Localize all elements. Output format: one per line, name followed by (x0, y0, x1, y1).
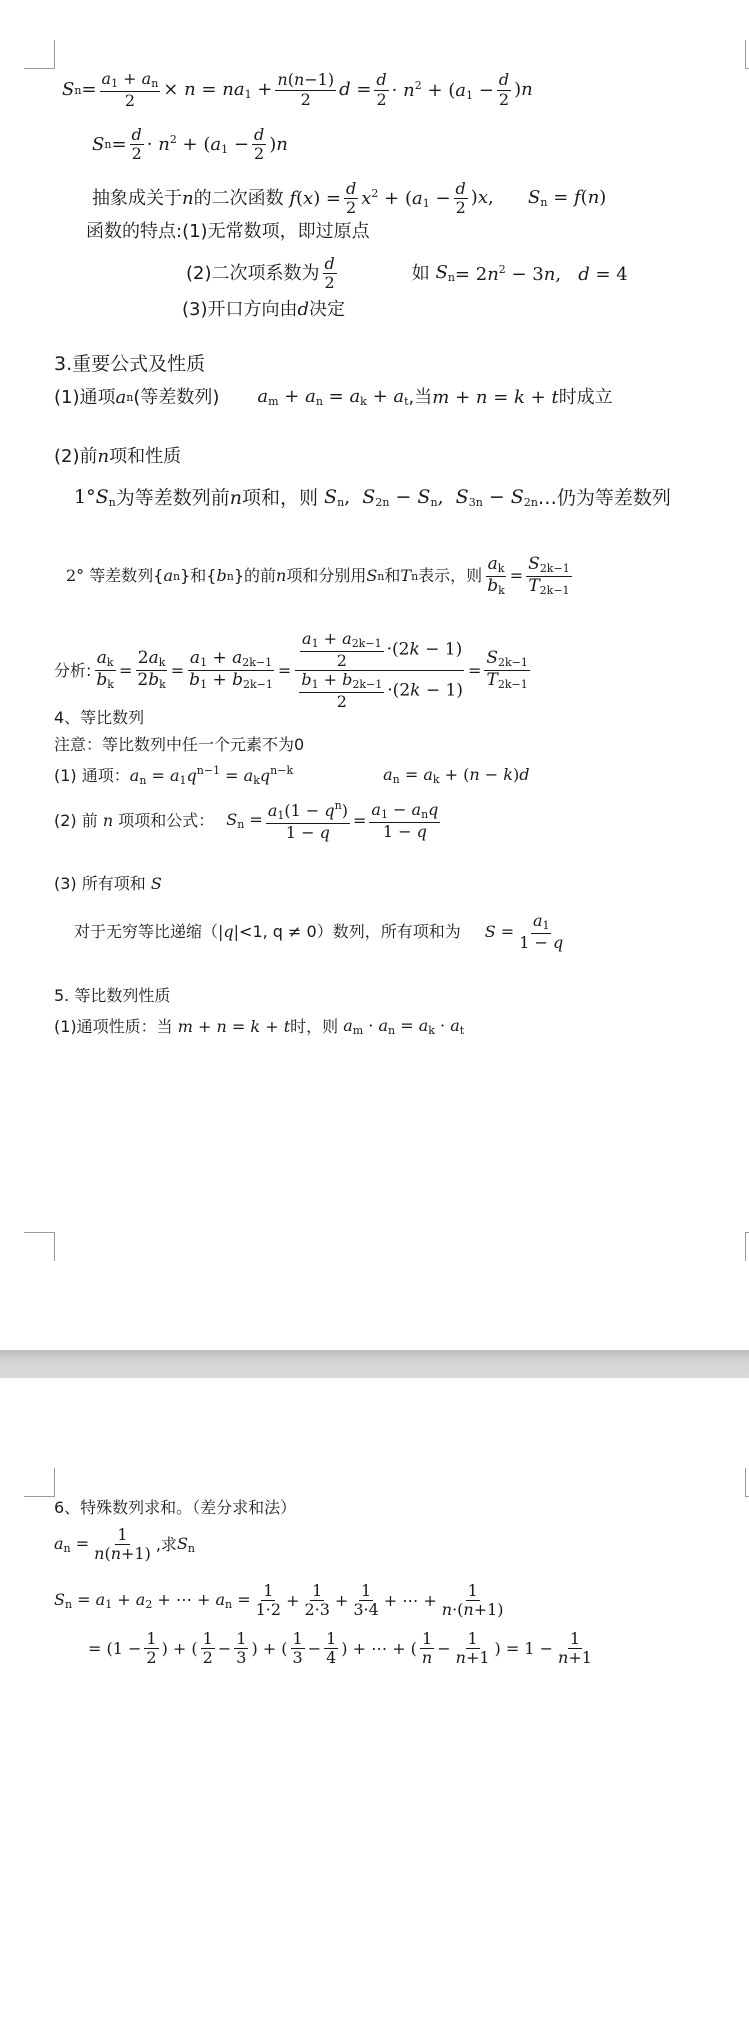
s4-note (54, 737, 304, 753)
s3-item1-cond: ,当 (408, 386, 433, 408)
s3-item2-heading-b: 项和性质 (109, 446, 182, 467)
features-line (86, 223, 370, 241)
p2-text-d: 项和分别用 (286, 566, 367, 586)
feature-2-label: (2)二次项系数为 (186, 262, 320, 284)
s6-sum-line1: $S_n = a_1 + a_2$ + ⋯ + $a_n$ = $\frac{1}{1\cdot 2}$ + $\frac{1}{2\cdot 3}$ + $\frac{1}{3\cdot 4}$ + ⋯ + $\frac{1}{n\cdot(n+1)}$ (54, 1581, 504, 1620)
s5-item1-b: 时，则 (290, 1017, 339, 1036)
s4-item3-text: 对于无穷等比递缩（ |q| <1, q ≠ 0）数列，所有项和为 S = $\frac{a_1}{1 - q}$ (74, 911, 564, 952)
section-5-heading (54, 988, 170, 1004)
features-label: 函数的特点: (86, 221, 183, 242)
s6-given-end: ,求 (155, 1534, 177, 1554)
section-4-heading (54, 710, 144, 726)
abstract-mid: 的二次函数 (193, 187, 284, 209)
formula-sn-quadratic: S n = $\frac{d}{2}$ · $n^2 + (a_1$ − $\frac{d}{2}$ )n (92, 125, 288, 164)
section-4-title: 4、等比数列 (54, 708, 145, 727)
analysis-label: 分析: (54, 660, 92, 680)
s4-item1-label: (1) 通项： (54, 765, 130, 785)
crop-mark (24, 40, 55, 69)
s4-item3-text-a: 对于无穷等比递缩（ (74, 922, 219, 942)
p2-text-c: }的前 (233, 566, 276, 586)
crop-mark (745, 1232, 749, 1261)
s4-item2-label-b: 项项和公式： (118, 811, 215, 831)
s4-item1: (1) 通项： $a_n = a_1q^{n-1} = a_kq^{n-k}$ $a_n = a_k + (n - k)d$ (54, 764, 530, 787)
crop-mark (24, 1468, 55, 1497)
s3-item1-paren: (等差数列) (133, 386, 220, 408)
s3-item1-label: (1)通项 (54, 386, 116, 408)
feature-2-example: 如 (411, 262, 430, 284)
s3-item2-heading-a: (2)前 (54, 446, 98, 467)
feature-3-line: (3)开口方向由 d 决定 (182, 299, 346, 320)
p1-text-c: …仍为等差数列 (537, 486, 671, 509)
s4-item2-label-a: (2) 前 (54, 811, 98, 831)
s5-item1-a: (1)通项性质：当 (54, 1017, 173, 1036)
section-6-title: 6、特殊数列求和。（差分求和法） (54, 1498, 297, 1517)
s3-item1: (1)通项 a n (等差数列) $a_m + a_n = a_k + a_t$ ,当 m + n = k + t 时成立 (54, 386, 613, 408)
crop-mark (745, 1468, 749, 1497)
p2-text-f: 表示，则 (418, 566, 483, 586)
page-separator (0, 1350, 749, 1378)
s6-given: $a_n$ = $\frac{1}{n(n+1)}$ ,求 $S_n$ (54, 1525, 195, 1564)
crop-mark (745, 40, 749, 69)
page-2 (0, 1378, 749, 2020)
s3-analysis: 分析: $\frac{a_k}{b_k}$ = $\frac{2a_k}{2b_k}$ = $\frac{a_1 + a_{2k-1}}{b_1 + b_{2k-1}}$ = $\frac{a_1 + a_{2k-1}}{2}$ ·(2k − 1) $\frac{b_1 + b_{2k-1}}{2}$ ·(2k − 1) = $\frac{S_{2k-1}}{T_{2k-1}}$ (54, 629, 528, 711)
section-6-heading (54, 1500, 296, 1516)
p2-text-e: 和 (384, 566, 401, 586)
crop-mark (24, 1232, 55, 1261)
section-5-title: 5. 等比数列性质 (54, 986, 171, 1005)
section-3-heading (54, 355, 205, 374)
s3-property-2: 2° 等差数列{ a n }和{ b n }的前 n 项和分别用 S n 和 T n 表示，则 $\frac{a_k}{b_k}$ = $\frac{S_{2k-1}}{T_{2k-1}}$ (66, 554, 570, 597)
feature-2-line: (2)二次项系数为 d 2 如 $S_n$ = $2n^2 - 3n$, d = 4 (186, 254, 628, 293)
s4-item3-text-b: <1, q ≠ 0）数列，所有项和为 (239, 922, 461, 942)
feature-3-end: 决定 (309, 299, 346, 320)
s4-note-text: 注意：等比数列中任一个元素不为0 (54, 735, 305, 754)
s3-item1-end: 时成立 (558, 386, 613, 408)
s3-item2-heading: (2)前 n 项和性质 (54, 446, 182, 467)
feature-1: (1)无常数项，即过原点 (182, 221, 370, 242)
s4-item3-label: (3) 所有项和 (54, 874, 146, 893)
feature-3: (3)开口方向由 (182, 299, 298, 320)
abstract-label: 抽象成关于 (92, 187, 182, 209)
s4-item2: (2) 前 n 项项和公式： $S_n$ = $\frac{a_1(1 - q^n)}{1 - q}$ = $a_1 - a_nq$ 1 − q (54, 799, 439, 842)
p1-text-b: 项和，则 (241, 486, 318, 509)
s6-sum-line2: = (1 − $\frac{1}{2}$ ) + ( 1 2 − $\frac{1}{3}$ ) + ( 1 3 − $\frac{1}{4}$ ) + ⋯ + ( 1 n − $\frac{1}{n+1}$ ) = 1 − $\frac{1}{n+1}$ (88, 1629, 592, 1668)
p1-text-a: 为等差数列前 (115, 486, 230, 509)
formula-sn-expanded: S n = $\frac{a_1 + a_n}{2}$ × $n = na_1$ + $\frac{n(n-1)}{2}$ d = $\frac{d}{2}$ · $n^2 + (a_1$ − $\frac{d}{2}$ )n (62, 69, 533, 110)
section-3-title: 3.重要公式及性质 (54, 353, 206, 375)
s5-item1: (1)通项性质：当 m + n = k + t 时，则 $a_m \cdot a_n = a_k \cdot a_t$ (54, 1016, 465, 1037)
p2-text-b: }和{ (180, 566, 217, 586)
s3-property-1: $1^\circ S_n$ 为等差数列前 n 项和，则 $S_n$, $S_{2n} - S_n$, $S_{3n} - S_{2n}$ …仍为等差数列 (74, 486, 671, 509)
abstract-function-line: 抽象成关于 n 的二次函数 f(x) = $\frac{d}{2}$ $x^2 + (a_1$ − $\frac{d}{2}$ )x, $S_n = f(n)$ (92, 179, 607, 218)
s4-item3: (3) 所有项和 S (54, 874, 162, 893)
p2-text-a: 等差数列{ (89, 566, 164, 586)
